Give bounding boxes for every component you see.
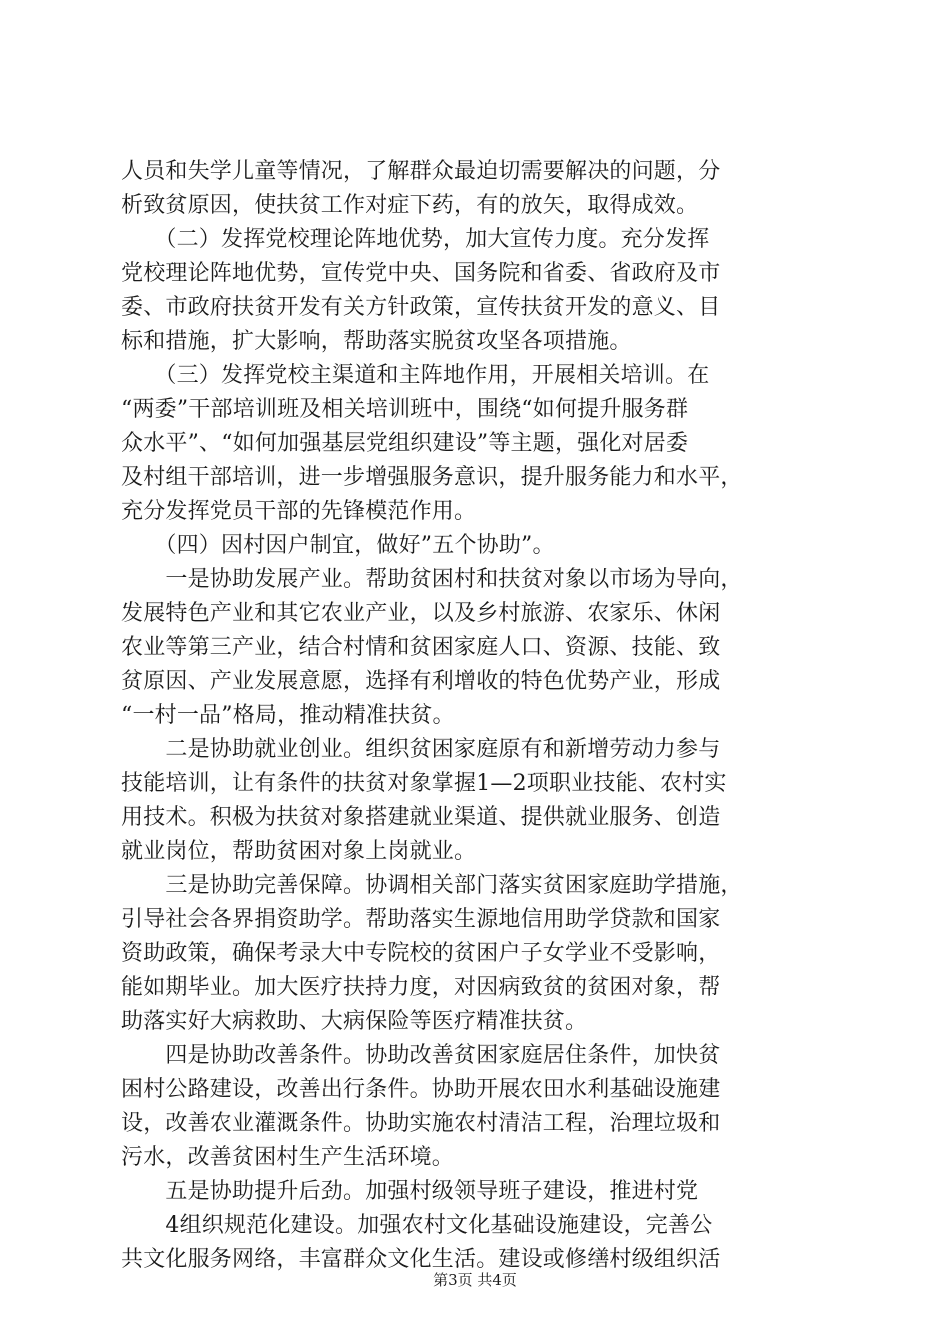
- text-line: 人员和失学儿童等情况，了解群众最迫切需要解决的问题，分: [121, 159, 721, 184]
- text-line: 资助政策，确保考录大中专院校的贫困户子女学业不受影响，: [121, 941, 721, 966]
- text-line: 技能培训，让有条件的扶贫对象掌握1—2项职业技能、农村实: [121, 771, 727, 796]
- text-line: 农业等第三产业，结合村情和贫困家庭人口、资源、技能、致: [121, 635, 721, 660]
- text-line: （二）发挥党校理论阵地优势，加大宣传力度。充分发挥: [121, 227, 710, 252]
- text-line: 贫原因、产业发展意愿，选择有利增收的特色优势产业，形成: [121, 669, 721, 694]
- text-line: 助落实好大病救助、大病保险等医疗精准扶贫。: [121, 1009, 588, 1034]
- text-line: 一是协助发展产业。帮助贫困村和扶贫对象以市场为导向，: [121, 567, 743, 592]
- text-line: 4组织规范化建设。加强农村文化基础设施建设，完善公: [121, 1213, 713, 1238]
- text-line: 析致贫原因，使扶贫工作对症下药，有的放矢，取得成效。: [121, 193, 699, 218]
- text-line: “两委”干部培训班及相关培训班中，围绕“如何提升服务群: [121, 397, 689, 422]
- text-line: 委、市政府扶贫开发有关方针政策，宣传扶贫开发的意义、目: [121, 295, 721, 320]
- text-line: 污水，改善贫困村生产生活环境。: [121, 1145, 455, 1170]
- text-line: 充分发挥党员干部的先锋模范作用。: [121, 499, 477, 524]
- text-line: （三）发挥党校主渠道和主阵地作用，开展相关培训。在: [121, 363, 710, 388]
- text-line: “一村一品”格局，推动精准扶贫。: [121, 703, 455, 728]
- text-line: 及村组干部培训，进一步增强服务意识，提升服务能力和水平，: [121, 465, 743, 490]
- text-line: 党校理论阵地优势，宣传党中央、国务院和省委、省政府及市: [121, 261, 721, 286]
- text-line: 五是协助提升后劲。加强村级领导班子建设，推进村党: [121, 1179, 699, 1204]
- text-line: 设，改善农业灌溉条件。协助实施农村清洁工程，治理垃圾和: [121, 1111, 721, 1136]
- text-line: 四是协助改善条件。协助改善贫困家庭居住条件，加快贫: [121, 1043, 721, 1068]
- text-line: 用技术。积极为扶贫对象搭建就业渠道、提供就业服务、创造: [121, 805, 721, 830]
- text-line: 二是协助就业创业。组织贫困家庭原有和新增劳动力参与: [121, 737, 721, 762]
- text-line: 众水平”、“如何加强基层党组织建设”等主题，强化对居委: [121, 431, 689, 456]
- text-line: 三是协助完善保障。协调相关部门落实贫困家庭助学措施，: [121, 873, 743, 898]
- page-footer: 第3页 共4页: [433, 1271, 517, 1289]
- text-line: 共文化服务网络，丰富群众文化生活。建设或修缮村级组织活: [121, 1247, 721, 1272]
- text-line: 困村公路建设，改善出行条件。协助开展农田水利基础设施建: [121, 1077, 721, 1102]
- text-line: （四）因村因户制宜，做好”五个协助”。: [121, 533, 555, 558]
- text-line: 就业岗位，帮助贫困对象上岗就业。: [121, 839, 477, 864]
- text-line: 引导社会各界捐资助学。帮助落实生源地信用助学贷款和国家: [121, 907, 721, 932]
- text-line: 标和措施，扩大影响，帮助落实脱贫攻坚各项措施。: [121, 329, 632, 354]
- document-body: [121, 155, 836, 1277]
- text-line: 能如期毕业。加大医疗扶持力度，对因病致贫的贫困对象，帮: [121, 975, 721, 1000]
- text-line: 发展特色产业和其它农业产业，以及乡村旅游、农家乐、休闲: [121, 601, 721, 626]
